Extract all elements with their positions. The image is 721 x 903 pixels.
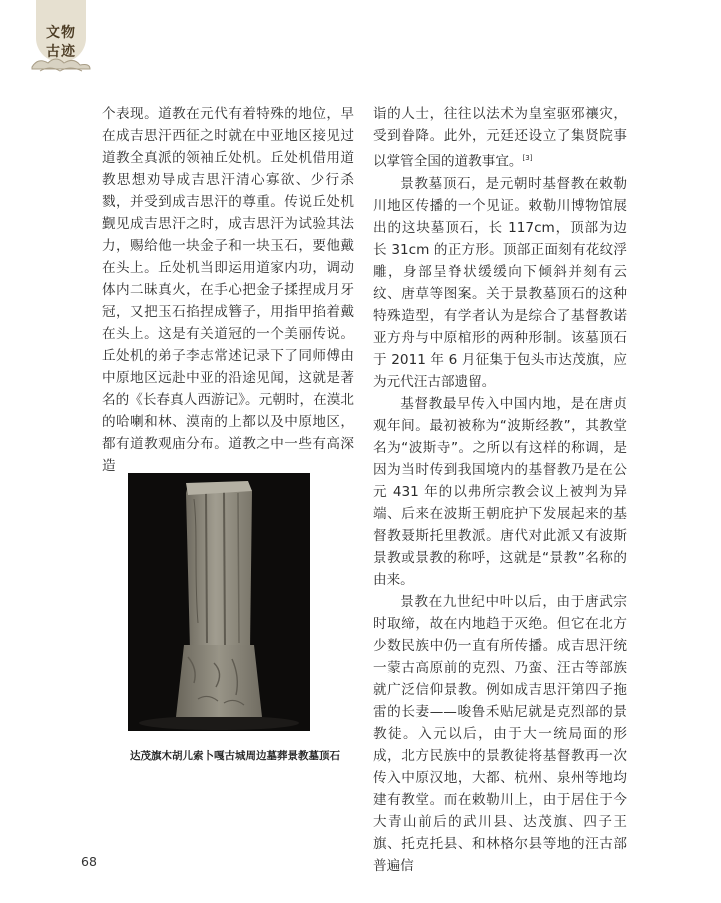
right-text-column <box>373 103 627 877</box>
right-paragraph-2: 景教墓顶石，是元朝时基督教在敕勒川地区传播的一个见证。敕勒川博物馆展出的这块墓顶石，长 117cm，顶部为边长 31cm 的正方形。顶部正面刻有花纹浮雕，身部呈脊状缓缓向下倾斜并刻有云纹、唐草等图案。关于景教墓顶石的这种特殊造型，有学者认为是综合了基督教诺亚方舟与中原棺形的两种形制。该墓顶石于 2011 年 6 月征集于包头市达茂旗，应为元代汪古部遗留。 <box>373 175 627 390</box>
figure-caption: 达茂旗木胡儿索卜嘎古城周边墓葬景教墓顶石 <box>130 750 340 762</box>
section-title-line2: 古迹 <box>46 44 76 60</box>
left-paragraph-1: 个表现。道教在元代有着特殊的地位，早在成吉思汗西征之时就在中亚地区接见过道教全真派的领袖丘处机。丘处机借用道教思想劝导成吉思汗清心寡欲、少行杀戮，并受到成吉思汗的尊重。传说丘处机觐见成吉思汗之时，成吉思汗为试验其法力，赐给他一块金子和一块玉石，要他戴在头上。丘处机当即运用道家内功，调动体内二昧真火，在手心把金子揉捏成月牙冠，又把玉石掐捏成簪子，用指甲掐着戴在头上。这是有关道冠的一个美丽传说。丘处机的弟子李志常述记录下了同师傅由中原地区远赴中亚的沿途见闻，这就是著名的《长春真人西游记》。元朝时，在漠北的哈喇和林、漠南的上都以及中原地区，都有道教观庙分布。道教之中一些有高深造 <box>102 106 354 474</box>
section-title-line1: 文物 <box>46 25 76 41</box>
right-paragraph-4: 景教在九世纪中叶以后，由于唐武宗时取缔，故在内地趋于灭绝。但它在北方少数民族中仍一直有所传播。成吉思汗统一蒙古高原前的克烈、乃蛮、汪古等部族就广泛信仰景教。例如成吉思汗第四子拖雷的长妻——唆鲁禾贴尼就是克烈部的景教徒。入元以后，由于大一统局面的形成，北方民族中的景教徒将基督教再一次传入中原汉地，大都、杭州、泉州等地均建有教堂。而在敕勒川上，由于居住于今大青山前后的武川县、达茂旗、四子王旗、托克托县、和林格尔县等地的汪古部普遍信 <box>373 593 627 874</box>
left-text-column <box>102 103 354 477</box>
figure-photo <box>128 473 310 731</box>
right-paragraph-1-text: 诣的人士，往往以法术为皇室驱邪禳灾，受到眷降。此外，元廷还设立了集贤院事以掌管全国的道教事宜。 <box>373 106 627 170</box>
footnote-marker[interactable]: [3] <box>522 154 533 162</box>
section-badge <box>28 0 94 78</box>
right-paragraph-1 <box>373 103 627 173</box>
page-number: 68 <box>81 854 97 869</box>
gravestone-image <box>128 473 310 731</box>
cloud-ornament-icon <box>28 53 94 75</box>
right-paragraph-3: 基督教最早传入中国内地，是在唐贞观年间。最初被称为“波斯经教”，其教堂名为“波斯寺”。之所以有这样的称调，是因为当时传到我国境内的基督教乃是在公元 431 年的以弗所宗教会议上被判为异端、后来在波斯王朝庇护下发展起来的基督教聂斯托里教派。唐代对此派又有波斯景教或景教的称呼，这就是“景教”名称的由来。 <box>373 395 627 588</box>
